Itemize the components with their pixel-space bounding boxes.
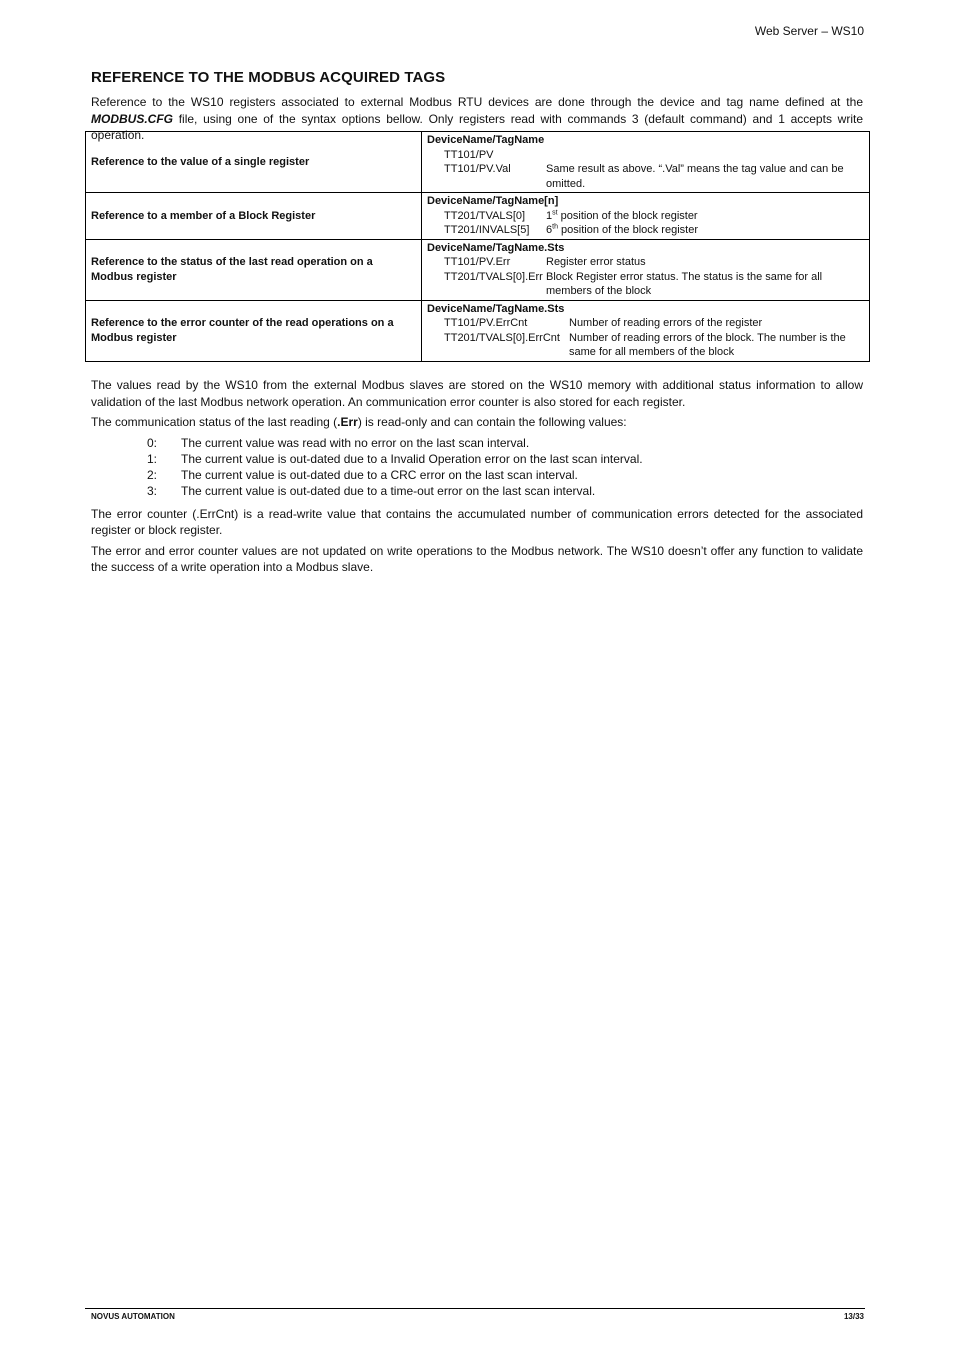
row-label: Reference to the value of a single register (86, 132, 422, 193)
paragraph: The error and error counter values are not updated on write operations to the Modbus network. The WS10 doesn’t offer any function to validate the success of a write operation into a Modbus slave. (91, 543, 863, 575)
example-line: TT201/TVALS[0].ErrCnt Number of reading errors of the block. The number is the same for all members of the block (444, 331, 846, 358)
row-spec (422, 193, 870, 240)
syntax-format: DeviceName/TagName.Sts (427, 241, 565, 254)
example-line: TT201/TVALS[0].Err Block Register error status. The status is the same for all members of the block (444, 270, 823, 297)
table-row (86, 300, 870, 361)
example-line: TT101/PV.Val Same result as above. “.Val” means the tag value and can be omitted. (444, 163, 844, 190)
paragraph: The communication status of the last reading (.Err) is read-only and can contain the following values: (91, 415, 627, 429)
syntax-format: DeviceName/TagName (427, 134, 545, 146)
list-item: 1: The current value is out-dated due to a Invalid Operation error on the last scan interval. (147, 451, 643, 466)
table-row (86, 193, 870, 240)
list-item: 3: The current value is out-dated due to a time-out error on the last scan interval. (147, 484, 596, 499)
footer-divider (85, 1308, 865, 1309)
syntax-format: DeviceName/TagName[n] (427, 195, 559, 207)
example-line: TT101/PV.ErrCnt Number of reading errors of the register (444, 317, 763, 329)
err-suffix: .Err (337, 415, 358, 429)
intro-paragraph: Reference to the WS10 registers associated to external Modbus RTU devices are done through the device and tag name defined at the MODBUS.CFG file, using one of the syntax options bellow. Only registers read with commands 3 (default command) and 1 accepts write operation. (91, 95, 863, 142)
example-line: TT201/TVALS[0] 1st position of the block register (444, 208, 698, 222)
example-line: TT101/PV (444, 148, 494, 161)
paragraph: The error counter (.ErrCnt) is a read-write value that contains the accumulated number of communication errors detected for the associated register or block register. (91, 506, 863, 538)
row-spec (422, 132, 870, 193)
page-number: 13/33 (843, 1312, 864, 1321)
list-item: 0: The current value was read with no error on the last scan interval. (147, 435, 530, 450)
row-label: Reference to a member of a Block Register (86, 193, 422, 240)
section-title: REFERENCE TO THE MODBUS ACQUIRED TAGS (91, 69, 446, 86)
row-label: Reference to the error counter of the read operations on a Modbus register (86, 300, 422, 361)
body-text (91, 377, 863, 580)
footer-company: NOVUS AUTOMATION (91, 1312, 175, 1321)
config-file-name: MODBUS.CFG (91, 111, 173, 126)
example-line: TT201/INVALS[5] 6th position of the block register (444, 223, 698, 236)
example-line: TT101/PV.Err Register error status (444, 256, 646, 268)
syntax-format: DeviceName/TagName.Sts (427, 302, 565, 315)
paragraph: The values read by the WS10 from the external Modbus slaves are stored on the WS10 memory with additional status information to allow validation of the last Modbus network operation. An communication error counter is also stored for each register. (91, 378, 863, 409)
page-header: Web Server – WS10 (754, 24, 864, 38)
row-spec (422, 239, 870, 300)
list-item: 2: The current value is out-dated due to a CRC error on the last scan interval. (147, 468, 578, 483)
row-label: Reference to the status of the last read operation on a Modbus register (86, 239, 422, 300)
row-spec (422, 300, 870, 361)
table-row (86, 239, 870, 300)
table-row (86, 132, 870, 193)
status-list (91, 435, 863, 500)
syntax-table (85, 131, 870, 362)
